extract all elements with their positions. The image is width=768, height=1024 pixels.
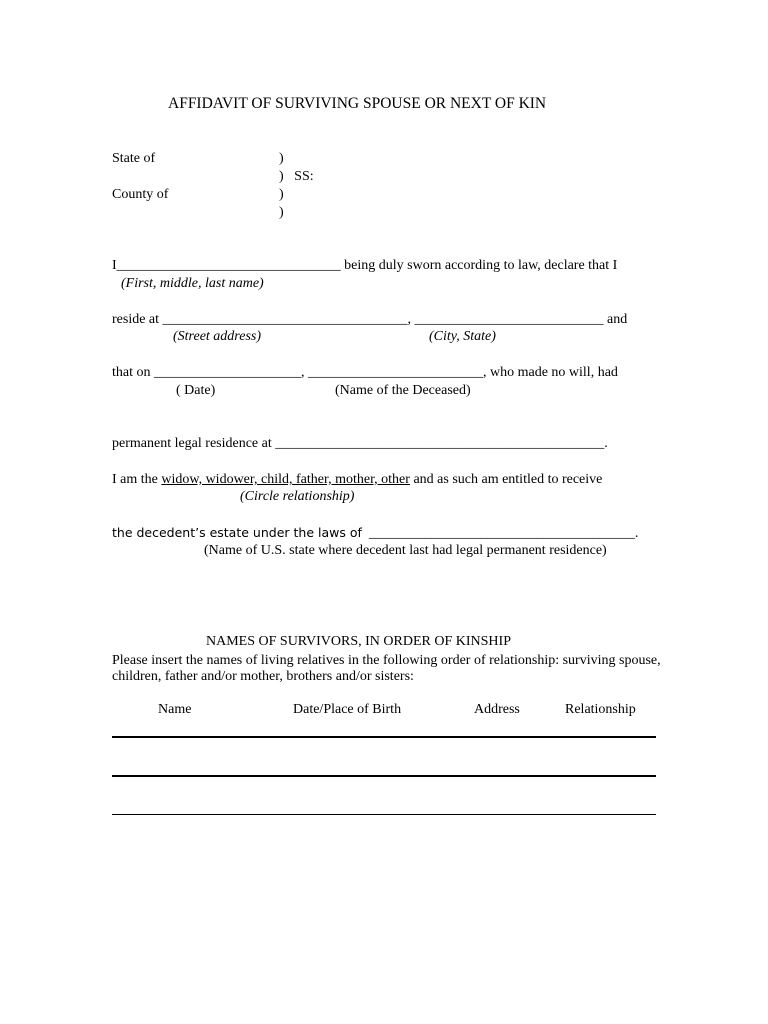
- state-label: State of: [112, 151, 156, 166]
- survivors-instructions-1: Please insert the names of living relatives in the following order of relationship: surviving spouse,: [112, 653, 661, 668]
- estate-caption: (Name of U.S. state where decedent last had legal permanent residence): [204, 543, 607, 558]
- survivor-entry-line[interactable]: [112, 775, 656, 777]
- column-header-address: Address: [474, 702, 520, 717]
- estate-state-blank: ______________________________________.: [361, 526, 639, 541]
- estate-prefix: the decedent’s estate under the laws of: [112, 525, 362, 540]
- city-state-caption: (City, State): [429, 329, 496, 344]
- relationship-caption: (Circle relationship): [240, 489, 355, 504]
- declarant-name-caption: (First, middle, last name): [121, 276, 264, 291]
- ss-label: ) SS:: [279, 169, 314, 184]
- county-label: County of: [112, 187, 169, 202]
- date-caption: ( Date): [176, 383, 216, 398]
- survivors-heading: NAMES OF SURVIVORS, IN ORDER OF KINSHIP: [206, 634, 511, 649]
- venue-paren-3: ): [279, 187, 284, 202]
- deceased-name-caption: (Name of the Deceased): [335, 383, 471, 398]
- survivor-entry-line[interactable]: [112, 814, 656, 815]
- column-header-relationship: Relationship: [565, 702, 636, 717]
- relationship-options: widow, widower, child, father, mother, other: [161, 472, 410, 487]
- relationship-prefix: I am the: [112, 472, 162, 487]
- street-address-caption: (Street address): [173, 329, 261, 344]
- relationship-suffix: and as such am entitled to receive: [409, 472, 603, 487]
- venue-paren-1: ): [279, 151, 284, 166]
- estate-line: [112, 525, 638, 542]
- relationship-line: [112, 472, 602, 488]
- venue-paren-4: ): [279, 205, 284, 220]
- column-header-dob: Date/Place of Birth: [293, 702, 402, 717]
- survivors-instructions-2: children, father and/or mother, brothers and/or sisters:: [112, 669, 414, 684]
- legal-residence-line: permanent legal residence at _______________________________________________.: [112, 436, 608, 451]
- death-line: that on _____________________, _________________________, who made no will, had: [112, 365, 618, 380]
- declarant-line: I________________________________ being duly sworn according to law, declare that I: [112, 258, 618, 273]
- survivor-entry-line[interactable]: [112, 736, 656, 738]
- residence-line: reside at ___________________________________, ___________________________ and: [112, 312, 628, 327]
- column-header-name: Name: [158, 702, 192, 717]
- document-title: AFFIDAVIT OF SURVIVING SPOUSE OR NEXT OF KIN: [168, 95, 547, 112]
